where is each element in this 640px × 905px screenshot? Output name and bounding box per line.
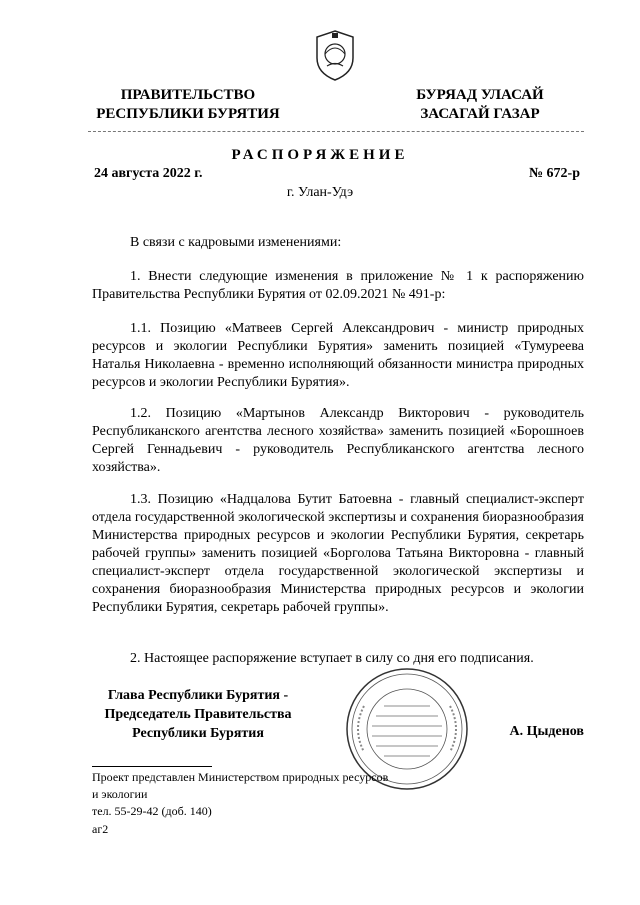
signatory-title-line2: Председатель Правительства	[104, 707, 292, 722]
paragraph-1: 1. Внести следующие изменения в приложение № 1 к распоряжению Правительства Республики Бурятия от 02.09.2021 № 491-р:	[92, 269, 584, 302]
body-item-1-1	[92, 320, 584, 392]
body-item-1-2	[92, 405, 584, 477]
footer-note	[92, 769, 452, 820]
document-number: № 672-р	[528, 166, 580, 181]
body-item-2	[92, 650, 584, 668]
signatory-title-line3: Республики Бурятия	[132, 726, 264, 741]
government-name-bua	[380, 86, 580, 124]
paragraph-1-2: 1.2. Позицию «Мартынов Александр Викторович - руководитель Республиканского агентства лесного хозяйства» заменить позицией «Борошноев Сергей Геннадьевич - руководитель Республиканского агентства лесного хозяйства».	[92, 406, 584, 475]
document-date: 24 августа 2022 г.	[94, 166, 203, 181]
body-item-1-3	[92, 491, 584, 617]
paragraph-1-3: 1.3. Позицию «Надцалова Бутит Батоевна - главный специалист-эксперт отдела государственной экологической экспертизы и сохранения биоразнообразия Министерства природных ресурсов и экологии Республики Бурятия, секретарь рабочей группы» заменить позицией «Борголова Татьяна Викторовна - главный специалист-эксперт отдела государственной экологической экспертизы и сохранения биоразнообразия Министерства природных ресурсов и экологии Республики Бурятия, секретарь рабочей группы».	[92, 492, 584, 615]
header-divider	[88, 131, 584, 132]
footer-line2: и экологии	[92, 787, 148, 801]
body-item-1	[92, 268, 584, 304]
header-right-line2: ЗАСАГАЙ ГАЗАР	[420, 106, 540, 122]
signatory-title	[82, 686, 314, 743]
coat-of-arms-icon	[312, 28, 358, 82]
document-city: г. Улан-Удэ	[286, 185, 354, 200]
paragraph-1-1: 1.1. Позицию «Матвеев Сергей Александрович - министр природных ресурсов и экологии Республики Бурятия» заменить позицией «Тумуреева Наталья Николаевна - временно исполняющий обязанности министра природных ресурсов и экологии Республики Бурятия».	[92, 321, 584, 390]
footer-divider	[92, 766, 212, 767]
government-name-ru	[88, 86, 288, 124]
footer-line1: Проект представлен Министерством природных ресурсов	[92, 770, 389, 784]
paragraph-intro: В связи с кадровыми изменениями:	[130, 235, 342, 250]
footer-code: аг2	[92, 822, 109, 836]
header-left-line2: РЕСПУБЛИКИ БУРЯТИЯ	[96, 106, 280, 122]
header-left-line1: ПРАВИТЕЛЬСТВО	[120, 87, 256, 103]
footer-phone: тел. 55-29-42 (доб. 140)	[92, 804, 212, 818]
signatory-title-line1: Глава Республики Бурятия -	[107, 688, 289, 703]
paragraph-2: 2. Настоящее распоряжение вступает в силу со дня его подписания.	[130, 651, 534, 666]
signatory-name: А. Цыденов	[509, 724, 584, 739]
body-intro	[92, 234, 584, 252]
header-right-line1: БУРЯАД УЛАСАЙ	[416, 87, 544, 103]
document-type: РАСПОРЯЖЕНИЕ	[231, 147, 409, 163]
